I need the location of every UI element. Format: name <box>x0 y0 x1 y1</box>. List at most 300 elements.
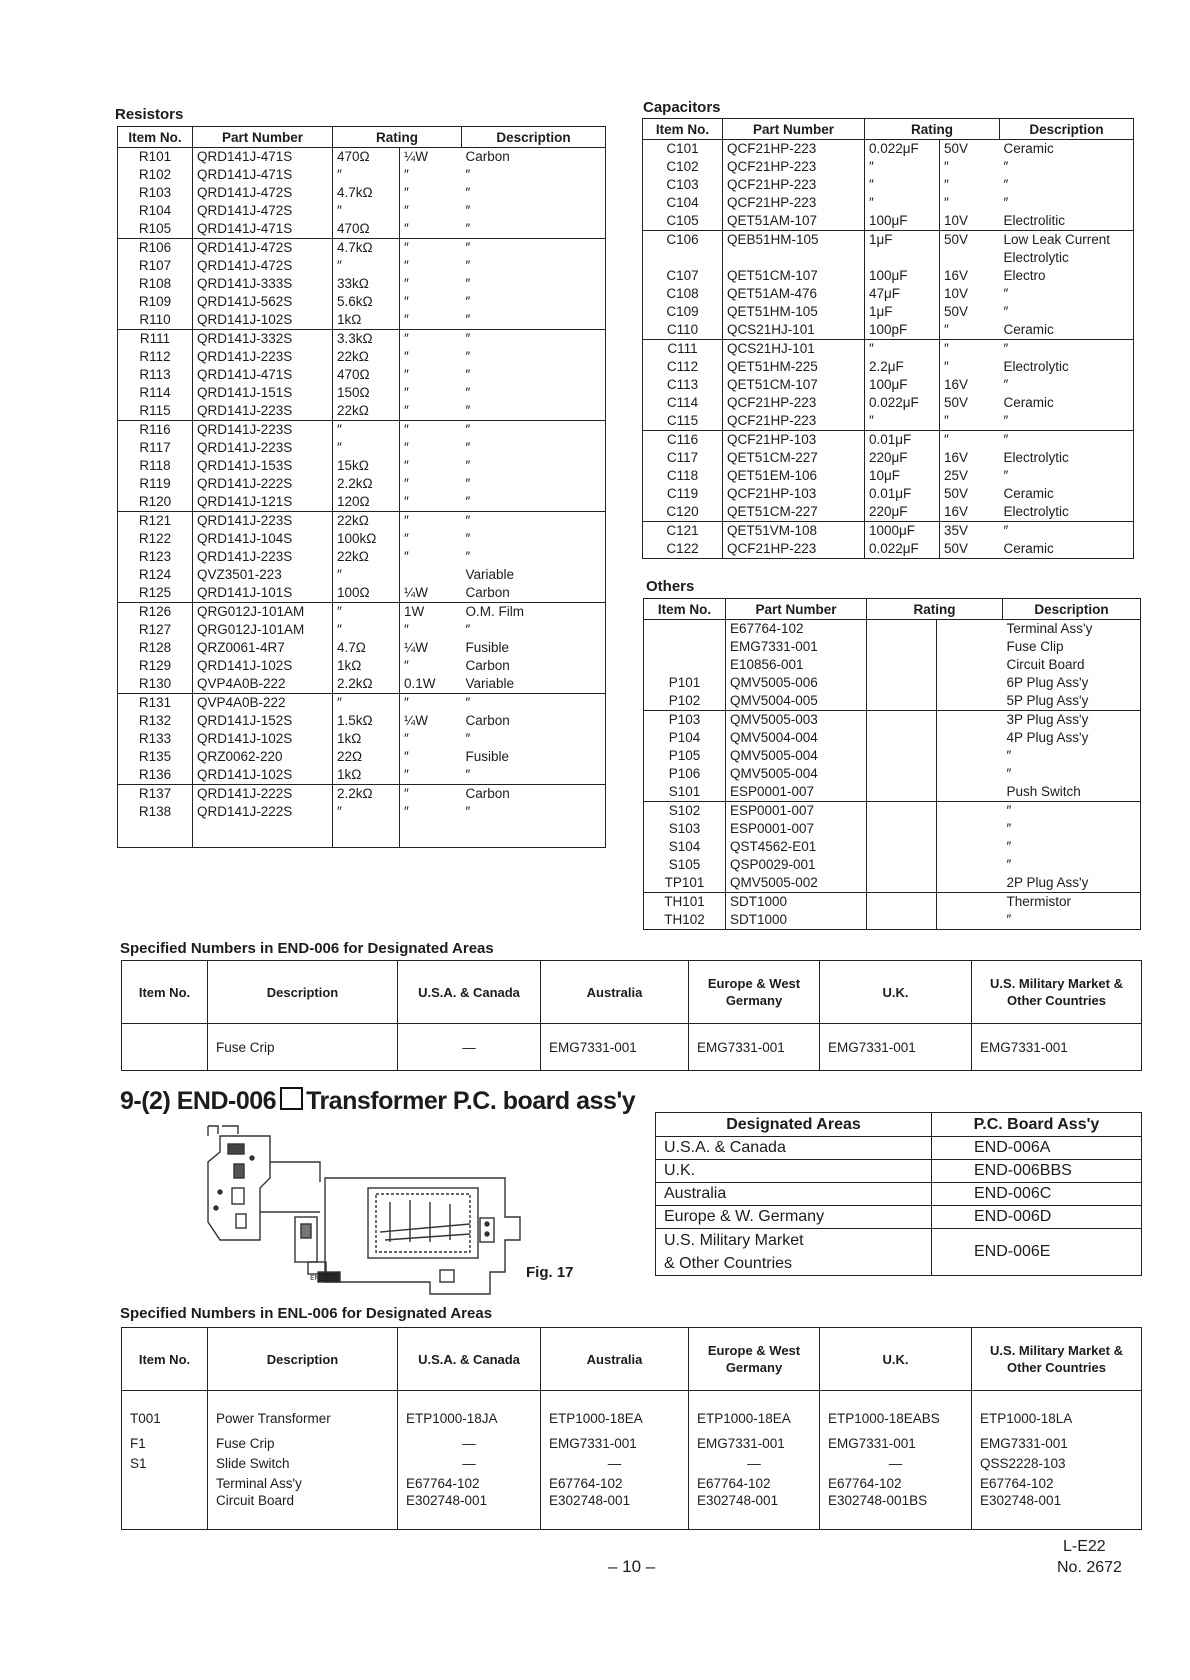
description: Push Switch <box>1006 784 1081 799</box>
description: ″ <box>462 512 606 531</box>
description: ″ <box>465 294 471 309</box>
part-number: QCS21HJ-101 <box>723 321 865 340</box>
rating-spec: 16V <box>944 268 969 283</box>
item-no: R137 <box>118 785 193 804</box>
rating-value: 2.2μF <box>865 358 940 376</box>
description: Fusible <box>465 640 510 655</box>
table-cell: E67764-102 <box>689 1473 820 1493</box>
rating-value: ″ <box>865 176 940 194</box>
part-number: QRD141J-222S <box>193 803 333 821</box>
table-row: U.S.A. & Canada END-006A <box>656 1137 1142 1160</box>
table-row <box>643 485 1134 503</box>
part-number: QST4562-E01 <box>726 838 867 856</box>
table-row <box>118 548 606 566</box>
table-row <box>118 512 606 531</box>
item-no: C121 <box>643 522 723 541</box>
col-europe: Europe & West Germany <box>689 1328 820 1391</box>
col-item-no: Item No. <box>118 127 193 148</box>
rating-spec: ″ <box>944 359 949 374</box>
description: ″ <box>1003 377 1009 392</box>
col-designated-areas: Designated Areas <box>656 1113 932 1137</box>
table-row <box>118 166 606 184</box>
rating-value: 22kΩ <box>333 402 400 421</box>
item-no: P105 <box>644 747 726 765</box>
description: ″ <box>1006 766 1012 781</box>
table-cell: E302748-001 <box>541 1493 689 1530</box>
description: Electrolitic <box>1003 213 1066 228</box>
rating-value <box>867 765 937 783</box>
col-usa-canada: U.S.A. & Canada <box>398 1328 541 1391</box>
description: 5P Plug Ass'y <box>1006 693 1089 708</box>
item-no: R120 <box>118 493 193 512</box>
part-number: QRD141J-471S <box>193 148 333 167</box>
table-row <box>118 439 606 457</box>
rating-value <box>867 729 937 747</box>
table-row <box>643 231 1134 250</box>
item-no: C103 <box>643 176 723 194</box>
rating-spec: ″ <box>404 167 409 182</box>
item-no: P104 <box>644 729 726 747</box>
rating-value <box>867 911 937 930</box>
part-number: QRD141J-153S <box>193 457 333 475</box>
table-row <box>643 358 1134 376</box>
rating-spec: ¼W <box>404 713 429 728</box>
table-row <box>122 1493 1142 1530</box>
rating-value: 22kΩ <box>333 348 400 366</box>
rating-spec: 50V <box>944 141 969 156</box>
table-cell: Fuse Crip <box>208 1433 398 1453</box>
col-part-number: Part Number <box>193 127 333 148</box>
description: ″ <box>1006 912 1012 927</box>
rating-value <box>867 638 937 656</box>
others-title: Others <box>646 578 695 595</box>
description: ″ <box>465 458 471 473</box>
description: Electrolytic <box>1003 450 1069 465</box>
rating-spec <box>937 783 1003 802</box>
rating-spec: ″ <box>404 476 409 491</box>
item-no: R133 <box>118 730 193 748</box>
enl006-areas-table <box>121 1327 1142 1530</box>
rating-value: 1μF <box>865 303 940 321</box>
part-number: QRD141J-222S <box>193 785 333 804</box>
item-no: C116 <box>643 431 723 450</box>
table-cell: EMG7331-001 <box>541 1024 689 1071</box>
item-no: R104 <box>118 202 193 220</box>
section-title: Transformer P.C. board ass'y <box>306 1087 636 1115</box>
item-no: C102 <box>643 158 723 176</box>
rating-value: ″ <box>865 158 940 176</box>
table-row <box>643 340 1134 359</box>
rating-value: ″ <box>333 621 400 639</box>
col-uk: U.K. <box>820 1328 972 1391</box>
item-no: S104 <box>644 838 726 856</box>
col-australia: Australia <box>541 961 689 1024</box>
table-row <box>643 522 1134 541</box>
part-number: QRD141J-104S <box>193 530 333 548</box>
item-no <box>644 620 726 639</box>
part-number: QRG012J-101AM <box>193 621 333 639</box>
table-row <box>643 249 1134 267</box>
rating-spec <box>937 711 1003 730</box>
rating-spec: ″ <box>404 221 409 236</box>
description: Electrolytic <box>1003 250 1069 265</box>
description: ″ <box>465 531 471 546</box>
rating-spec: 50V <box>944 541 969 556</box>
rating-spec: ″ <box>944 195 949 210</box>
item-no: C118 <box>643 467 723 485</box>
table-row <box>644 638 1141 656</box>
table-row <box>118 275 606 293</box>
rating-value: 1kΩ <box>333 657 400 675</box>
part-number: QRZ0062-220 <box>193 748 333 766</box>
rating-value: 1.5kΩ <box>333 712 400 730</box>
table-cell: ETP1000-18LA <box>972 1391 1142 1434</box>
part-number: QMV5004-005 <box>726 692 867 711</box>
description: ″ <box>1003 177 1009 192</box>
rating-value <box>867 856 937 874</box>
description: ″ <box>1003 802 1141 821</box>
rating-spec: 50V <box>944 395 969 410</box>
rating-spec: ″ <box>400 239 462 258</box>
table-row <box>118 530 606 548</box>
part-number: QRD141J-471S <box>193 166 333 184</box>
table-row <box>118 293 606 311</box>
part-number: QCF21HP-103 <box>723 485 865 503</box>
table-cell: E302748-001 <box>398 1493 541 1530</box>
table-row <box>118 748 606 766</box>
section-number: 9-(2) END-006 <box>120 1087 277 1115</box>
item-no: C119 <box>643 485 723 503</box>
part-number: QRD141J-121S <box>193 493 333 512</box>
table-row: U.S. Military Market & Other Countries END-006E <box>656 1229 1142 1276</box>
description: ″ <box>465 494 471 509</box>
rating-spec: ¼W <box>404 640 429 655</box>
rating-spec: 50V <box>944 304 969 319</box>
table-cell: Slide Switch <box>208 1453 398 1473</box>
item-no: TH102 <box>644 911 726 930</box>
part-number: QET51CM-227 <box>723 449 865 467</box>
table-row <box>118 184 606 202</box>
item-no: C101 <box>643 140 723 159</box>
table-cell: EMG7331-001 <box>820 1024 972 1071</box>
item-no: TP101 <box>644 874 726 893</box>
table-cell: — <box>820 1453 972 1473</box>
part-number: SDT1000 <box>726 893 867 912</box>
rating-spec: 1W <box>400 603 462 622</box>
rating-value: 4.7kΩ <box>333 239 400 258</box>
item-no: R118 <box>118 457 193 475</box>
table-row <box>643 412 1134 431</box>
description: Circuit Board <box>1006 657 1085 672</box>
table-row <box>118 657 606 675</box>
table-row <box>118 402 606 421</box>
table-row <box>122 1453 1142 1473</box>
part-number: QRD141J-472S <box>193 202 333 220</box>
item-no: R110 <box>118 311 193 330</box>
rating-value: 1kΩ <box>333 730 400 748</box>
rating-value: 5.6kΩ <box>333 293 400 311</box>
table-cell: E67764-102 <box>820 1473 972 1493</box>
description: ″ <box>1006 748 1012 763</box>
item-no: R114 <box>118 384 193 402</box>
description: ″ <box>465 349 471 364</box>
part-number: QRZ0061-4R7 <box>193 639 333 657</box>
rating-value: 1kΩ <box>333 311 400 330</box>
rating-value <box>867 820 937 838</box>
description: Ceramic <box>1003 486 1054 501</box>
part-number: QRD141J-223S <box>193 421 333 440</box>
rating-spec: ¼W <box>404 585 429 600</box>
col-europe: Europe & West Germany <box>689 961 820 1024</box>
item-no: C109 <box>643 303 723 321</box>
rating-spec: ″ <box>940 340 1000 359</box>
rating-value: 0.022μF <box>865 140 940 159</box>
part-number: QCF21HP-223 <box>723 394 865 412</box>
rating-spec <box>937 911 1003 930</box>
item-no: R125 <box>118 584 193 603</box>
rating-spec: 16V <box>944 377 969 392</box>
item-no: R126 <box>118 603 193 622</box>
col-rating: Rating <box>865 119 1000 140</box>
rating-value: 1kΩ <box>333 766 400 785</box>
item-no: R119 <box>118 475 193 493</box>
description: ″ <box>465 731 471 746</box>
rating-spec: ″ <box>404 658 409 673</box>
rating-spec <box>400 566 462 584</box>
item-no: R122 <box>118 530 193 548</box>
item-no: R113 <box>118 366 193 384</box>
col-usa-canada: U.S.A. & Canada <box>398 961 541 1024</box>
doc-code <box>1057 1536 1122 1578</box>
item-no: C113 <box>643 376 723 394</box>
rating-spec: ″ <box>400 512 462 531</box>
rating-spec: ″ <box>944 322 949 337</box>
rating-value <box>867 783 937 802</box>
table-row <box>644 911 1141 930</box>
table-row <box>644 820 1141 838</box>
table-row <box>643 158 1134 176</box>
rating-spec: ″ <box>944 413 949 428</box>
table-row <box>643 394 1134 412</box>
rating-value: 100μF <box>865 212 940 231</box>
part-number: QRD141J-472S <box>193 184 333 202</box>
part-number: QEB51HM-105 <box>723 231 865 250</box>
rating-spec: ″ <box>404 385 409 400</box>
description: ″ <box>1006 821 1012 836</box>
rating-value: 470Ω <box>333 220 400 239</box>
description: 6P Plug Ass'y <box>1006 675 1089 690</box>
part-number: QMV5005-002 <box>726 874 867 893</box>
table-cell: Fuse Crip <box>208 1024 398 1071</box>
capacitors-title: Capacitors <box>643 99 721 116</box>
rating-spec: ″ <box>404 349 409 364</box>
rating-value: 4.7kΩ <box>333 184 400 202</box>
table-row <box>643 303 1134 321</box>
rating-spec: ″ <box>404 403 409 418</box>
rating-value <box>867 656 937 674</box>
table-row <box>118 257 606 275</box>
rating-value <box>867 802 937 821</box>
table-cell <box>122 1493 208 1530</box>
description: Ceramic <box>1003 395 1054 410</box>
part-number: QET51CM-107 <box>723 376 865 394</box>
rating-spec <box>937 874 1003 893</box>
part-number: QCF21HP-223 <box>723 540 865 559</box>
rating-value: 4.7Ω <box>333 639 400 657</box>
section-heading <box>120 1087 635 1116</box>
rating-spec: ″ <box>404 731 409 746</box>
item-no: P103 <box>644 711 726 730</box>
table-row <box>118 148 606 167</box>
part-number: QMV5005-006 <box>726 674 867 692</box>
rating-spec <box>937 765 1003 783</box>
part-number: QRD141J-102S <box>193 730 333 748</box>
description: ″ <box>465 276 471 291</box>
description: Electro <box>1003 268 1046 283</box>
description: ″ <box>1003 468 1009 483</box>
item-no: C107 <box>643 267 723 285</box>
part-number: QVP4A0B-222 <box>193 675 333 694</box>
rating-spec: ″ <box>400 421 462 440</box>
rating-value: 3.3kΩ <box>333 330 400 349</box>
table-cell: F1 <box>122 1433 208 1453</box>
item-no: C117 <box>643 449 723 467</box>
capacitors-table <box>642 118 1134 559</box>
description: ″ <box>1000 431 1134 450</box>
part-number: QRD141J-562S <box>193 293 333 311</box>
part-number: QRD141J-472S <box>193 257 333 275</box>
rating-value: ″ <box>865 412 940 431</box>
table-row <box>118 712 606 730</box>
part-number: QRD141J-222S <box>193 475 333 493</box>
table-cell: E302748-001BS <box>820 1493 972 1530</box>
rating-spec: ″ <box>404 440 409 455</box>
table-cell: EMG7331-001 <box>689 1433 820 1453</box>
part-number: QRD141J-152S <box>193 712 333 730</box>
col-rating: Rating <box>867 599 1003 620</box>
description: Ceramic <box>1003 141 1054 156</box>
description: ″ <box>462 330 606 349</box>
description: Carbon <box>465 585 510 600</box>
item-no: R138 <box>118 803 193 821</box>
table-row <box>118 421 606 440</box>
table-row <box>122 1391 1142 1434</box>
doc-code-line: L-E22 <box>1063 1538 1106 1555</box>
col-pc-board: P.C. Board Ass'y <box>932 1113 1142 1137</box>
part-number: E10856-001 <box>726 656 867 674</box>
table-cell: — <box>541 1453 689 1473</box>
table-row <box>644 765 1141 783</box>
box-icon <box>280 1087 303 1110</box>
table-cell: E302748-001 <box>972 1493 1142 1530</box>
item-no: R127 <box>118 621 193 639</box>
item-no: R115 <box>118 402 193 421</box>
rating-spec: ″ <box>944 177 949 192</box>
table-row <box>644 620 1141 639</box>
rating-spec: 10V <box>944 286 969 301</box>
rating-value: 2.2kΩ <box>333 785 400 804</box>
part-number: QCF21HP-223 <box>723 412 865 431</box>
rating-spec <box>937 856 1003 874</box>
description: ″ <box>1003 413 1009 428</box>
part-number: ESP0001-007 <box>726 783 867 802</box>
rating-spec: ″ <box>944 159 949 174</box>
rating-value: ″ <box>865 340 940 359</box>
table-row <box>644 692 1141 711</box>
rating-value: 0.01μF <box>865 431 940 450</box>
description: ″ <box>1006 857 1012 872</box>
rating-spec: ″ <box>404 549 409 564</box>
table-row <box>118 475 606 493</box>
rating-spec <box>937 729 1003 747</box>
item-no: R108 <box>118 275 193 293</box>
part-number: E67764-102 <box>726 620 867 639</box>
table-row <box>118 603 606 622</box>
table-row <box>118 675 606 694</box>
table-row <box>644 747 1141 765</box>
item-no: R111 <box>118 330 193 349</box>
table-row <box>644 838 1141 856</box>
table-row <box>644 674 1141 692</box>
table-cell: EMG7331-001 <box>972 1433 1142 1453</box>
rating-value: 100kΩ <box>333 530 400 548</box>
item-no: R130 <box>118 675 193 694</box>
table-row: U.K. END-006BBS <box>656 1160 1142 1183</box>
rating-value: 100Ω <box>333 584 400 603</box>
description: ″ <box>465 221 471 236</box>
table-row <box>643 431 1134 450</box>
table-row <box>118 366 606 384</box>
table-cell: Terminal Ass'y <box>208 1473 398 1493</box>
table-cell: E67764-102 <box>541 1473 689 1493</box>
pcb-board-figure <box>200 1122 540 1302</box>
rating-spec <box>937 674 1003 692</box>
rating-spec: ″ <box>404 767 409 782</box>
end006-areas-title: Specified Numbers in END-006 for Designated Areas <box>120 940 494 957</box>
col-part-number: Part Number <box>723 119 865 140</box>
col-item-no: Item No. <box>644 599 726 620</box>
item-no: S105 <box>644 856 726 874</box>
part-number: QRG012J-101AM <box>193 603 333 622</box>
description: 4P Plug Ass'y <box>1006 730 1089 745</box>
rating-value <box>867 874 937 893</box>
description: Fuse Clip <box>1006 639 1064 654</box>
item-no: C105 <box>643 212 723 231</box>
table-row <box>643 212 1134 231</box>
rating-value <box>867 620 937 639</box>
description: ″ <box>465 440 471 455</box>
description: ″ <box>465 185 471 200</box>
table-row <box>643 321 1134 340</box>
col-uk: U.K. <box>820 961 972 1024</box>
part-number: QRD141J-151S <box>193 384 333 402</box>
part-number: QRD141J-223S <box>193 402 333 421</box>
item-no: C104 <box>643 194 723 212</box>
table-row <box>643 467 1134 485</box>
rating-spec: 10V <box>944 213 969 228</box>
part-number: QRD141J-333S <box>193 275 333 293</box>
table-cell: ETP1000-18JA <box>398 1391 541 1434</box>
rating-spec: ″ <box>404 276 409 291</box>
part-number: QCF21HP-223 <box>723 140 865 159</box>
part-number <box>723 249 865 267</box>
rating-spec <box>937 638 1003 656</box>
rating-value: 0.01μF <box>865 485 940 503</box>
description: O.M. Film <box>462 603 606 622</box>
table-cell: ETP1000-18EA <box>541 1391 689 1434</box>
rating-value: 0.022μF <box>865 394 940 412</box>
rating-spec: 50V <box>940 231 1000 250</box>
